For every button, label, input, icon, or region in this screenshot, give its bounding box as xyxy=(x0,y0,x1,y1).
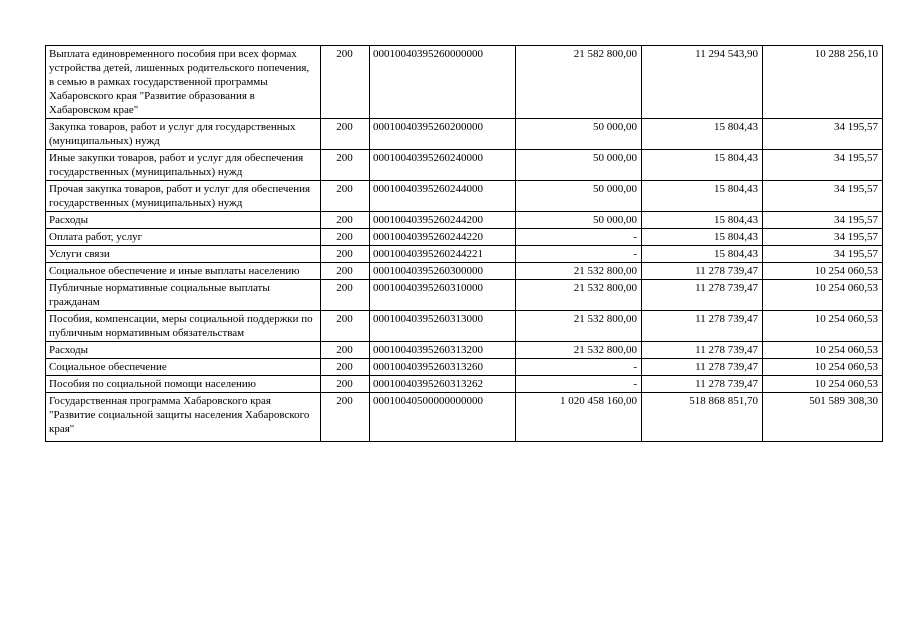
row-admin-code-cell: 200 xyxy=(321,342,370,359)
row-name-cell: Социальное обеспечение xyxy=(46,359,321,376)
row-approved-amount-cell: - xyxy=(516,229,642,246)
row-name-cell: Расходы xyxy=(46,212,321,229)
row-budget-code-cell: 00010040395260000000 xyxy=(370,46,516,119)
row-approved-amount-cell: - xyxy=(516,376,642,393)
row-unexecuted-amount-cell: 10 254 060,53 xyxy=(763,311,883,342)
row-admin-code-cell: 200 xyxy=(321,246,370,263)
row-budget-code-cell: 00010040395260244221 xyxy=(370,246,516,263)
row-name-cell: Социальное обеспечение и иные выплаты населению xyxy=(46,263,321,280)
row-unexecuted-amount-cell: 34 195,57 xyxy=(763,229,883,246)
row-approved-amount-cell: 21 532 800,00 xyxy=(516,280,642,311)
row-name-cell: Оплата работ, услуг xyxy=(46,229,321,246)
row-executed-amount-cell: 15 804,43 xyxy=(642,246,763,263)
row-admin-code-cell: 200 xyxy=(321,311,370,342)
row-unexecuted-amount-cell: 10 254 060,53 xyxy=(763,280,883,311)
table-row xyxy=(46,181,883,212)
row-admin-code-cell: 200 xyxy=(321,359,370,376)
table-body xyxy=(46,46,883,442)
row-admin-code-cell: 200 xyxy=(321,376,370,393)
row-approved-amount-cell: 50 000,00 xyxy=(516,150,642,181)
row-approved-amount-cell: - xyxy=(516,246,642,263)
row-executed-amount-cell: 11 278 739,47 xyxy=(642,342,763,359)
row-executed-amount-cell: 15 804,43 xyxy=(642,150,763,181)
row-admin-code-cell: 200 xyxy=(321,280,370,311)
row-budget-code-cell: 00010040395260313200 xyxy=(370,342,516,359)
row-name-cell: Услуги связи xyxy=(46,246,321,263)
row-admin-code-cell: 200 xyxy=(321,119,370,150)
row-approved-amount-cell: 50 000,00 xyxy=(516,212,642,229)
row-executed-amount-cell: 15 804,43 xyxy=(642,212,763,229)
row-unexecuted-amount-cell: 34 195,57 xyxy=(763,181,883,212)
row-unexecuted-amount-cell: 34 195,57 xyxy=(763,212,883,229)
row-unexecuted-amount-cell: 34 195,57 xyxy=(763,119,883,150)
row-name-cell: Публичные нормативные социальные выплаты гражданам xyxy=(46,280,321,311)
row-admin-code-cell: 200 xyxy=(321,181,370,212)
table-row xyxy=(46,263,883,280)
row-name-cell: Прочая закупка товаров, работ и услуг для обеспечения государственных (муниципальных) нужд xyxy=(46,181,321,212)
row-unexecuted-amount-cell: 10 288 256,10 xyxy=(763,46,883,119)
table-row xyxy=(46,150,883,181)
table-row xyxy=(46,246,883,263)
table-row xyxy=(46,280,883,311)
row-unexecuted-amount-cell: 501 589 308,30 xyxy=(763,393,883,442)
row-budget-code-cell: 00010040395260244220 xyxy=(370,229,516,246)
row-name-cell: Иные закупки товаров, работ и услуг для обеспечения государственных (муниципальных) нужд xyxy=(46,150,321,181)
row-unexecuted-amount-cell: 34 195,57 xyxy=(763,246,883,263)
row-executed-amount-cell: 11 278 739,47 xyxy=(642,280,763,311)
table-row xyxy=(46,46,883,119)
table-row xyxy=(46,229,883,246)
row-approved-amount-cell: 21 532 800,00 xyxy=(516,342,642,359)
row-budget-code-cell: 00010040395260313260 xyxy=(370,359,516,376)
row-approved-amount-cell: 21 532 800,00 xyxy=(516,263,642,280)
row-executed-amount-cell: 11 278 739,47 xyxy=(642,311,763,342)
row-name-cell: Пособия, компенсации, меры социальной поддержки по публичным нормативным обязательствам xyxy=(46,311,321,342)
row-executed-amount-cell: 11 278 739,47 xyxy=(642,263,763,280)
table-row xyxy=(46,359,883,376)
row-admin-code-cell: 200 xyxy=(321,46,370,119)
row-admin-code-cell: 200 xyxy=(321,150,370,181)
row-approved-amount-cell: 50 000,00 xyxy=(516,119,642,150)
table-row xyxy=(46,212,883,229)
row-name-cell: Пособия по социальной помощи населению xyxy=(46,376,321,393)
row-budget-code-cell: 00010040500000000000 xyxy=(370,393,516,442)
row-executed-amount-cell: 11 294 543,90 xyxy=(642,46,763,119)
row-admin-code-cell: 200 xyxy=(321,229,370,246)
row-unexecuted-amount-cell: 34 195,57 xyxy=(763,150,883,181)
row-unexecuted-amount-cell: 10 254 060,53 xyxy=(763,376,883,393)
budget-report-page xyxy=(45,45,883,442)
row-name-cell: Расходы xyxy=(46,342,321,359)
row-executed-amount-cell: 15 804,43 xyxy=(642,181,763,212)
row-executed-amount-cell: 15 804,43 xyxy=(642,119,763,150)
row-approved-amount-cell: 21 582 800,00 xyxy=(516,46,642,119)
row-executed-amount-cell: 11 278 739,47 xyxy=(642,376,763,393)
row-name-cell: Закупка товаров, работ и услуг для государственных (муниципальных) нужд xyxy=(46,119,321,150)
table-row xyxy=(46,342,883,359)
table-row xyxy=(46,119,883,150)
row-budget-code-cell: 00010040395260240000 xyxy=(370,150,516,181)
row-budget-code-cell: 00010040395260200000 xyxy=(370,119,516,150)
row-executed-amount-cell: 518 868 851,70 xyxy=(642,393,763,442)
row-unexecuted-amount-cell: 10 254 060,53 xyxy=(763,263,883,280)
row-approved-amount-cell: 21 532 800,00 xyxy=(516,311,642,342)
row-approved-amount-cell: - xyxy=(516,359,642,376)
row-executed-amount-cell: 15 804,43 xyxy=(642,229,763,246)
row-unexecuted-amount-cell: 10 254 060,53 xyxy=(763,359,883,376)
row-unexecuted-amount-cell: 10 254 060,53 xyxy=(763,342,883,359)
table-row xyxy=(46,311,883,342)
row-executed-amount-cell: 11 278 739,47 xyxy=(642,359,763,376)
budget-execution-table xyxy=(45,45,883,442)
row-name-cell: Государственная программа Хабаровского края "Развитие социальной защиты населения Хабаровского края" xyxy=(46,393,321,442)
table-row xyxy=(46,393,883,442)
row-admin-code-cell: 200 xyxy=(321,212,370,229)
row-approved-amount-cell: 1 020 458 160,00 xyxy=(516,393,642,442)
row-budget-code-cell: 00010040395260244200 xyxy=(370,212,516,229)
row-budget-code-cell: 00010040395260313000 xyxy=(370,311,516,342)
row-budget-code-cell: 00010040395260313262 xyxy=(370,376,516,393)
row-budget-code-cell: 00010040395260310000 xyxy=(370,280,516,311)
row-budget-code-cell: 00010040395260244000 xyxy=(370,181,516,212)
table-row xyxy=(46,376,883,393)
row-budget-code-cell: 00010040395260300000 xyxy=(370,263,516,280)
row-approved-amount-cell: 50 000,00 xyxy=(516,181,642,212)
row-name-cell: Выплата единовременного пособия при всех формах устройства детей, лишенных родительского попечения, в семью в рамках государственной программы Хабаровского края "Развитие образования в Хабаровском крае" xyxy=(46,46,321,119)
row-admin-code-cell: 200 xyxy=(321,393,370,442)
row-admin-code-cell: 200 xyxy=(321,263,370,280)
